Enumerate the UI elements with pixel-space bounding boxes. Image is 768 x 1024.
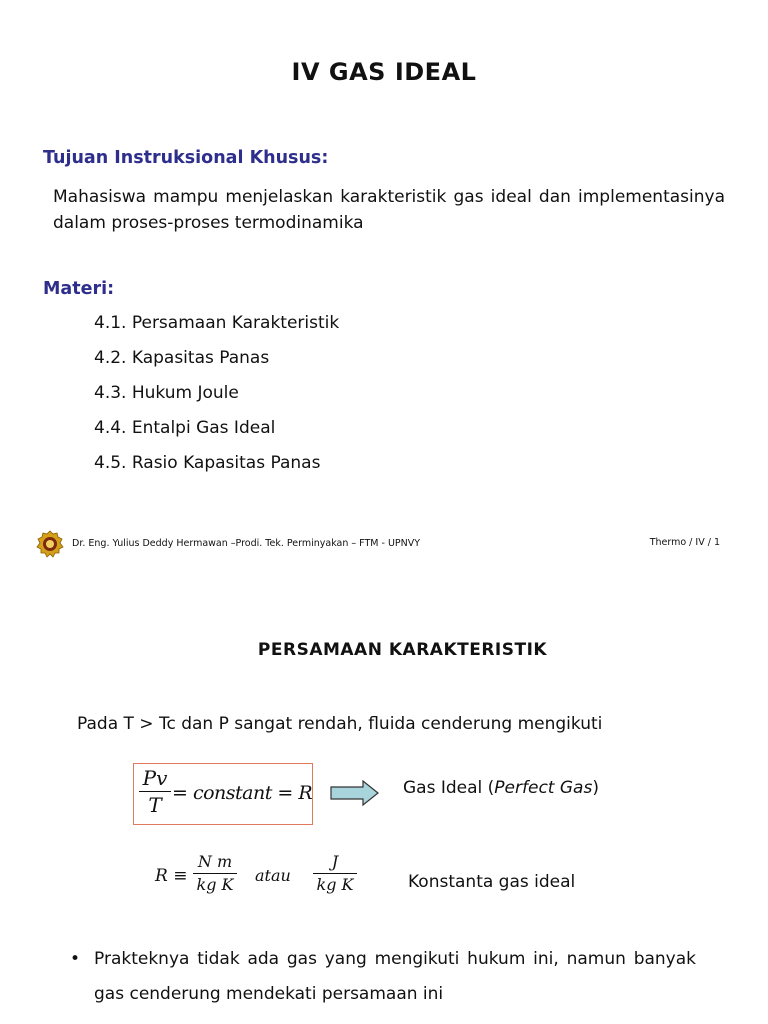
bullet-item-1 — [70, 942, 700, 1022]
perfect-gas-label: Perfect Gas — [494, 778, 593, 798]
materi-heading: Materi: — [43, 279, 115, 299]
objective-heading: Tujuan Instruksional Khusus: — [43, 148, 329, 168]
eq2-frac1-den: kg K — [196, 875, 234, 894]
eq2-atau: atau — [255, 866, 291, 885]
eq1-denominator: T — [148, 793, 162, 817]
gas-constant-equation — [155, 850, 375, 906]
slide-footer — [36, 530, 726, 558]
right-arrow-icon — [330, 780, 380, 806]
materi-item-4: 4.4. Entalpi Gas Ideal — [94, 418, 276, 438]
eq2-frac1-num: N m — [197, 852, 233, 871]
eq2-lhs: R ≡ — [155, 866, 188, 886]
bullet-dot-icon: • — [70, 949, 81, 969]
slide-title: IV GAS IDEAL — [291, 58, 477, 86]
footer-author: Dr. Eng. Yulius Deddy Hermawan –Prodi. Tek. Perminyakan – FTM - UPNVY — [72, 538, 421, 549]
gas-ideal-suffix: ) — [592, 778, 599, 798]
objective-text: Mahasiswa mampu menjelaskan karakteristik gas ideal dan implementasinya dalam proses-proses termodinamika — [53, 187, 725, 233]
eq1-numerator: Pv — [142, 766, 168, 790]
ideal-gas-equation-box — [133, 763, 313, 825]
gas-ideal-label — [403, 778, 599, 798]
bullet-text-1: Prakteknya tidak ada gas yang mengikuti hukum ini, namun banyak gas cenderung mendekati persamaan ini — [94, 949, 696, 1004]
gas-ideal-prefix: Gas Ideal ( — [403, 778, 495, 798]
materi-item-2: 4.2. Kapasitas Panas — [94, 348, 270, 368]
materi-item-3: 4.3. Hukum Joule — [94, 383, 239, 403]
eq2-frac2-num: J — [331, 852, 339, 871]
n-m-over-kg-k-fraction — [193, 852, 237, 895]
materi-item-5: 4.5. Rasio Kapasitas Panas — [94, 453, 321, 473]
eq2-frac2-den: kg K — [316, 875, 354, 894]
intro-text: Pada T > Tc dan P sangat rendah, fluida cenderung mengikuti — [77, 714, 603, 734]
section-title: PERSAMAAN KARAKTERISTIK — [257, 640, 548, 660]
j-over-kg-k-fraction — [313, 852, 357, 895]
eq1-rhs: = constant = R — [172, 782, 313, 804]
footer-page-number: Thermo / IV / 1 — [649, 537, 720, 548]
konstanta-label: Konstanta gas ideal — [408, 872, 576, 892]
university-logo-icon — [36, 530, 64, 558]
materi-item-1: 4.1. Persamaan Karakteristik — [94, 313, 340, 333]
pv-over-t-fraction — [139, 766, 171, 817]
